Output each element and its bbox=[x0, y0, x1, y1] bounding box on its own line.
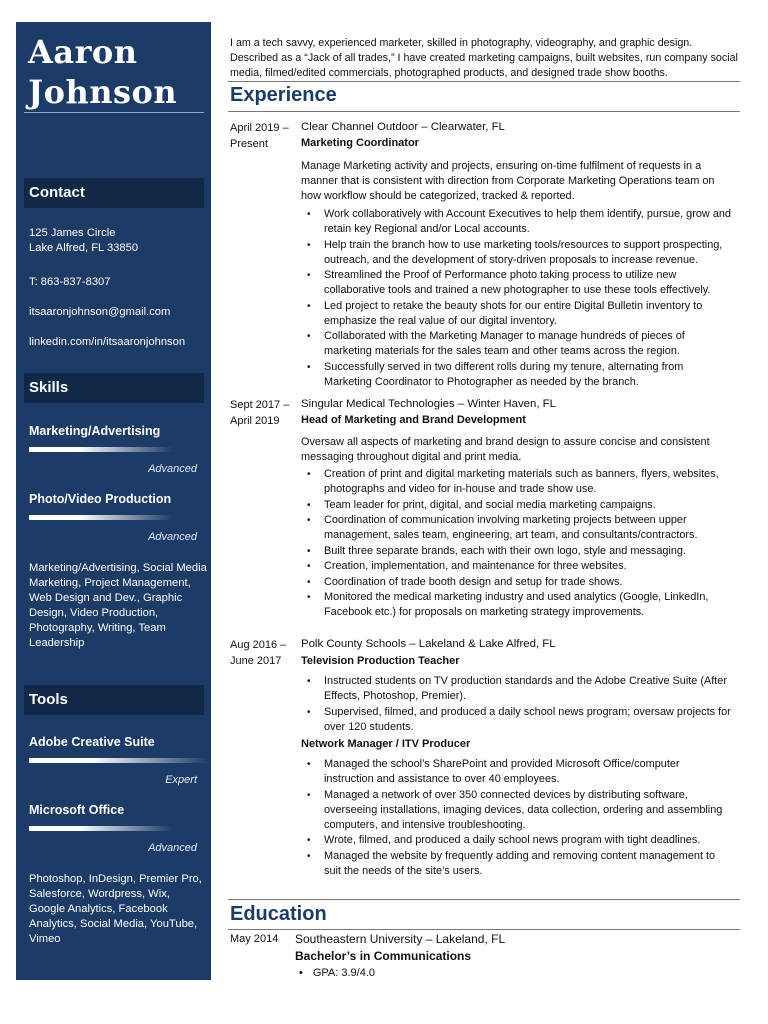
list-item: • Help train the branch how to use marketing tools/resources to support prospecting, outreach, and the development of story-driven proposals to increase revenue. bbox=[301, 238, 731, 268]
education-divider bbox=[228, 929, 740, 930]
list-item: • Streamlined the Proof of Performance photo taking process to utilize new collaborative tools and trained a new photographer to use these tools effectively. bbox=[301, 268, 731, 298]
job-bullets bbox=[301, 674, 731, 735]
job-date-start: April 2019 – bbox=[230, 122, 289, 134]
job-bullets-secondary bbox=[301, 757, 731, 879]
list-item: • Led project to retake the beauty shots for our entire Digital Bulletin inventory to emphasize the real value of our digital inventory. bbox=[301, 299, 731, 329]
skill-level-label: Advanced bbox=[148, 531, 197, 543]
job-org: Singular Medical Technologies – Winter Haven, FL bbox=[301, 398, 556, 410]
list-item: • Coordination of communication involving marketing projects between upper management, sales team, engineering, art team, and consultants/contractors. bbox=[301, 513, 731, 543]
list-item: • Team leader for print, digital, and social media marketing campaigns. bbox=[301, 498, 731, 513]
job-bullets bbox=[301, 467, 731, 621]
tools-list: Photoshop, InDesign, Premier Pro, Salesforce, Wordpress, Wix, Google Analytics, Facebook Analytics, Social Media, YouTube, Vimeo bbox=[29, 873, 202, 945]
list-item: • Successfully served in two different rolls during my tenure, alternating from Marketing Coordinator to Photographer as needed by the branch. bbox=[301, 360, 731, 390]
job-date-start: Sept 2017 – bbox=[230, 399, 290, 411]
list-item: • Collaborated with the Marketing Manager to manage hundreds of pieces of marketing materials for the sales team and other teams across the region. bbox=[301, 329, 731, 359]
address-line-1: 125 James Circle bbox=[29, 227, 116, 239]
tools-heading: Tools bbox=[24, 685, 204, 715]
skills-list: Marketing/Advertising, Social Media Marketing, Project Management, Web Design and Dev., Graphic Design, Video Production, Photography, Writing, Team Leadership bbox=[29, 562, 207, 649]
skills-heading: Skills bbox=[24, 373, 204, 403]
job-role: Head of Marketing and Brand Development bbox=[301, 414, 526, 426]
job-date-end: Present bbox=[230, 138, 268, 150]
list-item: • Built three separate brands, each with their own logo, style and messaging. bbox=[301, 544, 731, 559]
tool-name: Microsoft Office bbox=[29, 803, 125, 817]
skill-name: Marketing/Advertising bbox=[29, 424, 161, 438]
last-name: Johnson bbox=[28, 73, 178, 111]
skill-level-bar bbox=[29, 515, 209, 520]
job-description: Oversaw all aspects of marketing and brand design to assure concise and consistent messaging throughout digital and print media. bbox=[301, 436, 710, 463]
phone: T: 863-837-8307 bbox=[29, 276, 111, 288]
job-org: Clear Channel Outdoor – Clearwater, FL bbox=[301, 121, 505, 133]
list-item: • Managed the website by frequently adding and removing content management to suit the needs of the site’s users. bbox=[301, 849, 731, 879]
list-item: • Coordination of trade booth design and setup for trade shows. bbox=[301, 575, 731, 590]
linkedin-link[interactable]: linkedin.com/in/itsaaronjohnson bbox=[29, 336, 186, 348]
job-date bbox=[230, 637, 300, 669]
tool-level-bar bbox=[29, 826, 209, 831]
sidebar bbox=[16, 22, 211, 980]
tool-level-label: Advanced bbox=[148, 842, 197, 854]
job-role-secondary: Network Manager / ITV Producer bbox=[301, 738, 471, 750]
education-degree: Bachelor’s in Communications bbox=[295, 949, 472, 963]
education-top-divider bbox=[228, 899, 740, 900]
list-item: • Managed the school’s SharePoint and provided Microsoft Office/computer instruction and assistance to over 40 employees. bbox=[301, 757, 731, 787]
job-date-end: April 2019 bbox=[230, 415, 280, 427]
job-role: Television Production Teacher bbox=[301, 655, 460, 667]
education-date: May 2014 bbox=[230, 933, 279, 945]
education-gpa: • GPA: 3.9/4.0 bbox=[295, 967, 375, 979]
job-date-start: Aug 2016 – bbox=[230, 639, 287, 651]
experience-heading: Experience bbox=[230, 84, 337, 106]
intro-summary: I am a tech savvy, experienced marketer, skilled in photography, videography, and graphic design. Described as a “Jack of all trades,” I have created marketing campaigns, built websites, run company social media, filmed/edited commercials, photographed products, and designed trade show booths. bbox=[230, 37, 738, 79]
job-date bbox=[230, 120, 300, 152]
job-date bbox=[230, 397, 300, 429]
tool-name: Adobe Creative Suite bbox=[29, 735, 155, 749]
list-item: • Managed a network of over 350 connected devices by distributing software, overseeing installations, imaging devices, data collection, ordering and assembling computers, and intensive troubleshooting. bbox=[301, 788, 731, 833]
job-role: Marketing Coordinator bbox=[301, 137, 419, 149]
list-item: • Creation of print and digital marketing materials such as banners, flyers, websites, photographs and video for in-house and trade show use. bbox=[301, 467, 731, 497]
tool-level-bar bbox=[29, 758, 209, 763]
job-date-end: June 2017 bbox=[230, 655, 282, 667]
job-org: Polk County Schools – Lakeland & Lake Alfred, FL bbox=[301, 638, 556, 650]
skill-level-label: Advanced bbox=[148, 463, 197, 475]
skill-name: Photo/Video Production bbox=[29, 492, 172, 506]
list-item: • Instructed students on TV production standards and the Adobe Creative Suite (After Effects, Photoshop, Premier). bbox=[301, 674, 731, 704]
first-name: Aaron bbox=[28, 33, 138, 71]
list-item: • Creation, implementation, and maintenance for three websites. bbox=[301, 559, 731, 574]
list-item: • Work collaboratively with Account Executives to help them identify, pursue, grow and retain key Regional and/or Local accounts. bbox=[301, 207, 731, 237]
candidate-name bbox=[28, 32, 208, 112]
name-divider bbox=[24, 112, 204, 113]
education-heading: Education bbox=[230, 903, 327, 925]
tool-level-label: Expert bbox=[165, 774, 197, 786]
job-description: Manage Marketing activity and projects, ensuring on-time fulfilment of requests in a manner that is consistent with direction from Corporate Marketing Operations team on how workflow should be categorized, tracked & reported. bbox=[301, 160, 715, 202]
intro-divider bbox=[228, 81, 740, 82]
job-bullets bbox=[301, 207, 731, 390]
list-item: • Monitored the medical marketing industry and used analytics (Google, LinkedIn, Facebook etc.) for proposals on marketing strategy improvements. bbox=[301, 590, 731, 620]
address-line-2: Lake Alfred, FL 33850 bbox=[29, 242, 139, 254]
contact-heading: Contact bbox=[24, 178, 204, 208]
skill-level-bar bbox=[29, 447, 209, 452]
email-link[interactable]: itsaaronjohnson@gmail.com bbox=[29, 306, 171, 318]
list-item: • Supervised, filmed, and produced a daily school news program; oversaw projects for over 120 students. bbox=[301, 705, 731, 735]
education-school: Southeastern University – Lakeland, FL bbox=[295, 932, 506, 946]
list-item: • Wrote, filmed, and produced a daily school news program with tight deadlines. bbox=[301, 833, 731, 848]
experience-divider bbox=[228, 111, 740, 112]
